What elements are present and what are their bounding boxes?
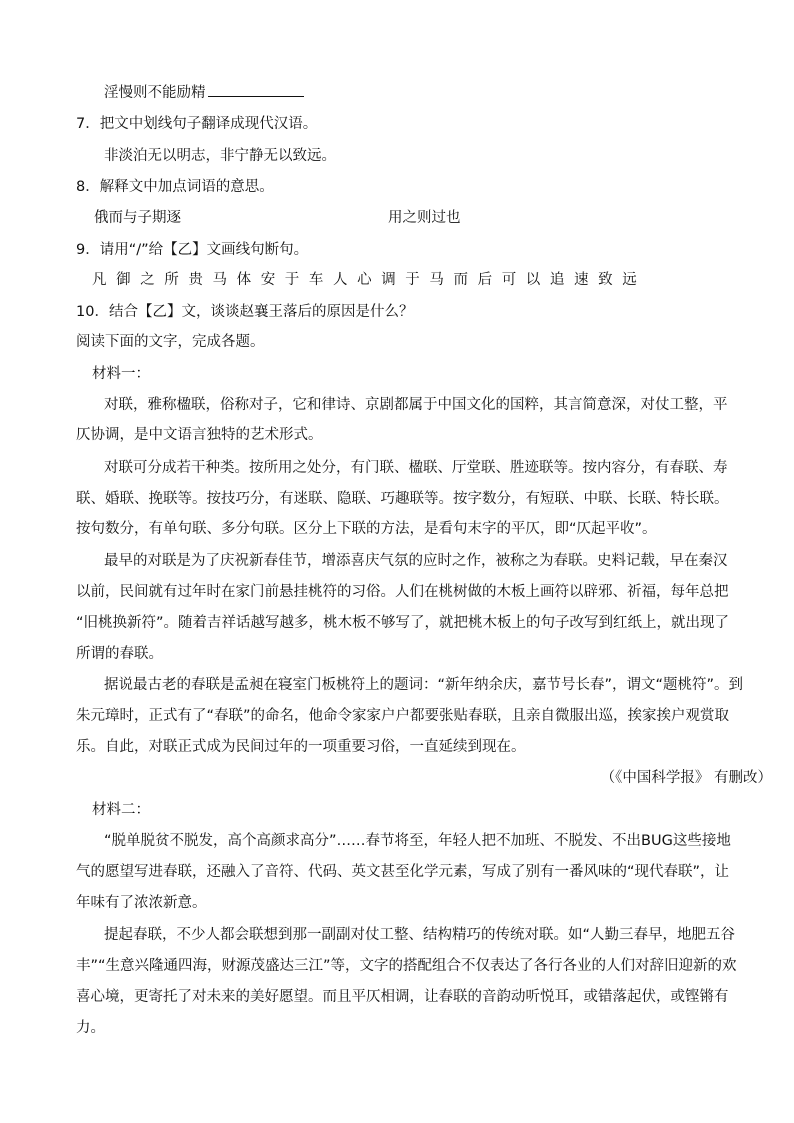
answer-blank [208,82,304,97]
material1-line: 仄协调，是中文语言独特的艺术形式。 [76,427,323,443]
q6-tail-line [104,82,304,103]
material1-heading: 材料一： [92,366,150,382]
q10-prompt: 10．结合【乙】文，谈谈赵襄王落后的原因是什么？ [76,304,414,320]
material2-line: 年味有了浓浓新意。 [76,895,207,911]
material2-line: “脱单脱贫不脱发，高个高颜求高分”……春节将至，年轻人把不加班、不脱发、不出BUG这些接地 [104,833,731,849]
q9-sentence: 凡御之所贵马体安于车人心调于马而后可以追速致远 [92,272,647,288]
material2-line: 丰”“生意兴隆通四海，财源茂盛达三江”等，文字的搭配组合不仅表达了各行各业的人们对辞旧迎新的欢 [76,958,737,974]
q8-word1: 俄而与子期逐 [94,210,181,226]
material2-heading: 材料二： [92,802,150,818]
material1-line: 所谓的春联。 [76,646,163,662]
q6-tail-text: 淫慢则不能励精 [104,85,206,101]
material1-line: 据说最古老的春联是孟昶在寝室门板桃符上的题词：“新年纳余庆，嘉节号长春”，谓文“题桃符”。到 [104,677,744,693]
material2-line: 喜心境，更寄托了对未来的美好愿望。而且平仄相调，让春联的音韵动听悦耳，或错落起伏，或铿锵有 [76,989,729,1005]
q7-prompt: 7．把文中划线句子翻译成现代汉语。 [76,116,318,132]
material1-line: 最早的对联是为了庆祝新春佳节，增添喜庆气氛的应时之作，被称之为春联。史料记载，早在秦汉 [104,553,728,569]
material2-line: 提起春联，不少人都会联想到那一副副对仗工整、结构精巧的传统对联。如“人勤三春早，地肥五谷 [104,927,736,943]
q8-prompt: 8．解释文中加点词语的意思。 [76,179,274,195]
material1-line: 乐。自此，对联正式成为民间过年的一项重要习俗，一直延续到现在。 [76,739,526,755]
material1-source: （《中国科学报》 有删改） [600,770,772,786]
material1-line: “旧桃换新符”。随着吉祥话越写越多，桃木板不够写了，就把桃木板上的句子改写到红纸上，就出现了 [76,615,730,631]
material2-line: 力。 [76,1020,105,1036]
material2-line: 气的愿望写进春联，还融入了音符、代码、英文甚至化学元素，写成了别有一番风味的“现代春联”，让 [76,864,730,880]
material1-line: 对联，雅称楹联，俗称对子，它和律诗、京剧都属于中国文化的国粹，其言简意深，对仗工整，平 [104,397,728,413]
material1-line: 以前，民间就有过年时在家门前悬挂桃符的习俗。人们在桃树做的木板上画符以辟邪、祈福，每年总把 [76,584,729,600]
q9-prompt: 9．请用“/”给【乙】文画线句断句。 [76,242,309,258]
material1-line: 按句数分，有单句联、多分句联。区分上下联的方法，是看句末字的平仄，即“仄起平收”。 [76,521,657,537]
q8-word2: 用之则过也 [388,210,461,226]
reading-intro: 阅读下面的文字，完成各题。 [76,334,265,350]
q7-sentence: 非淡泊无以明志，非宁静无以致远。 [104,148,336,164]
material1-line: 对联可分成若干种类。按所用之处分，有门联、楹联、厅堂联、胜迹联等。按内容分，有春联、寿 [104,460,728,476]
material1-line: 朱元璋时，正式有了“春联”的命名，他命令家家户户都要张贴春联，且亲自微服出巡，挨家挨户观赏取 [76,708,730,724]
material1-line: 联、婚联、挽联等。按技巧分，有迷联、隐联、巧趣联等。按字数分，有短联、中联、长联、特长联。 [76,491,729,507]
